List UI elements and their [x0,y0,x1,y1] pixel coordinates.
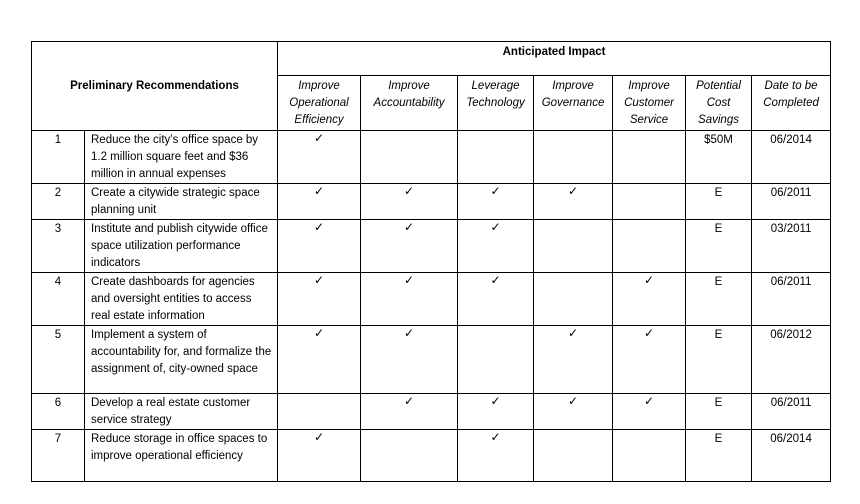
cost-savings-value: E [686,184,752,220]
row-number: 4 [32,273,85,326]
impact-cell-customer-service [613,131,686,184]
col-header-operational-efficiency: Improve Operational Efficiency [278,76,361,131]
impact-cell-customer-service [613,273,686,326]
row-number: 5 [32,326,85,394]
col-header-accountability: Improve Accountability [361,76,458,131]
completion-date-value: 06/2014 [752,430,831,482]
checkmark-icon: ✓ [403,184,415,198]
checkmark-icon: ✓ [490,184,501,198]
preliminary-recommendations-header: Preliminary Recommendations [32,42,278,131]
checkmark-icon: ✓ [313,273,325,287]
impact-cell-technology [458,184,534,220]
table-row [32,273,831,326]
impact-cell-customer-service [613,394,686,430]
cost-savings-value: E [686,430,752,482]
recommendation-text: Create dashboards for agencies and oversight entities to access real estate information [85,273,278,326]
impact-cell-customer-service [613,220,686,273]
cost-savings-value: E [686,394,752,430]
row-number: 6 [32,394,85,430]
impact-cell-operational-efficiency [278,394,361,430]
impact-cell-accountability [361,394,458,430]
recommendations-table-container [31,41,831,482]
table-row [32,394,831,430]
checkmark-icon: ✓ [490,220,501,234]
impact-cell-accountability [361,220,458,273]
recommendations-table [31,41,831,482]
impact-cell-customer-service [613,430,686,482]
checkmark-icon: ✓ [403,326,415,340]
completion-date-value: 06/2011 [752,273,831,326]
col-header-cost-savings: Potential Cost Savings [686,76,752,131]
checkmark-icon: ✓ [643,273,655,287]
cost-savings-value: $50M [686,131,752,184]
row-number: 7 [32,430,85,482]
table-row [32,326,831,394]
checkmark-icon: ✓ [313,184,325,198]
row-number: 2 [32,184,85,220]
impact-cell-customer-service [613,326,686,394]
table-body [32,131,831,482]
impact-cell-technology [458,273,534,326]
checkmark-icon: ✓ [313,430,325,444]
recommendation-text: Implement a system of accountability for, and formalize the assignment of, city-owned space [85,326,278,394]
col-header-technology: Leverage Technology [458,76,534,131]
checkmark-icon: ✓ [313,220,325,234]
completion-date-value: 06/2012 [752,326,831,394]
recommendation-text: Create a citywide strategic space planning unit [85,184,278,220]
impact-cell-governance [534,430,613,482]
impact-cell-technology [458,430,534,482]
table-row [32,430,831,482]
impact-cell-customer-service [613,184,686,220]
impact-cell-technology [458,220,534,273]
impact-cell-operational-efficiency [278,273,361,326]
impact-cell-operational-efficiency [278,131,361,184]
cost-savings-value: E [686,273,752,326]
impact-cell-operational-efficiency [278,220,361,273]
impact-cell-operational-efficiency [278,184,361,220]
impact-cell-accountability [361,184,458,220]
cost-savings-value: E [686,326,752,394]
checkmark-icon: ✓ [490,430,501,444]
checkmark-icon: ✓ [567,326,579,340]
completion-date-value: 03/2011 [752,220,831,273]
row-number: 3 [32,220,85,273]
impact-cell-accountability [361,326,458,394]
col-header-customer-service: Improve Customer Service [613,76,686,131]
checkmark-icon: ✓ [490,273,501,287]
impact-cell-technology [458,394,534,430]
impact-cell-governance [534,394,613,430]
checkmark-icon: ✓ [567,184,579,198]
checkmark-icon: ✓ [643,326,655,340]
impact-cell-accountability [361,430,458,482]
impact-cell-operational-efficiency [278,430,361,482]
cost-savings-value: E [686,220,752,273]
recommendation-text: Reduce storage in office spaces to improve operational efficiency [85,430,278,482]
checkmark-icon: ✓ [567,394,579,408]
col-header-governance: Improve Governance [534,76,613,131]
checkmark-icon: ✓ [313,326,325,340]
table-row [32,220,831,273]
impact-cell-technology [458,326,534,394]
completion-date-value: 06/2014 [752,131,831,184]
row-number: 1 [32,131,85,184]
impact-cell-accountability [361,131,458,184]
completion-date-value: 06/2011 [752,394,831,430]
impact-cell-governance [534,131,613,184]
completion-date-value: 06/2011 [752,184,831,220]
col-header-completion-date: Date to be Completed [752,76,831,131]
table-row [32,184,831,220]
impact-cell-governance [534,184,613,220]
recommendation-text: Reduce the city’s office space by 1.2 million square feet and $36 million in annual expenses [85,131,278,184]
table-row [32,131,831,184]
checkmark-icon: ✓ [403,220,415,234]
impact-cell-technology [458,131,534,184]
checkmark-icon: ✓ [403,394,415,408]
checkmark-icon: ✓ [313,131,325,145]
impact-cell-governance [534,326,613,394]
impact-cell-operational-efficiency [278,326,361,394]
impact-cell-governance [534,273,613,326]
impact-cell-governance [534,220,613,273]
checkmark-icon: ✓ [490,394,501,408]
anticipated-impact-header: Anticipated Impact [278,42,831,76]
checkmark-icon: ✓ [643,394,655,408]
recommendation-text: Institute and publish citywide office space utilization performance indicators [85,220,278,273]
recommendation-text: Develop a real estate customer service strategy [85,394,278,430]
checkmark-icon: ✓ [403,273,415,287]
impact-cell-accountability [361,273,458,326]
